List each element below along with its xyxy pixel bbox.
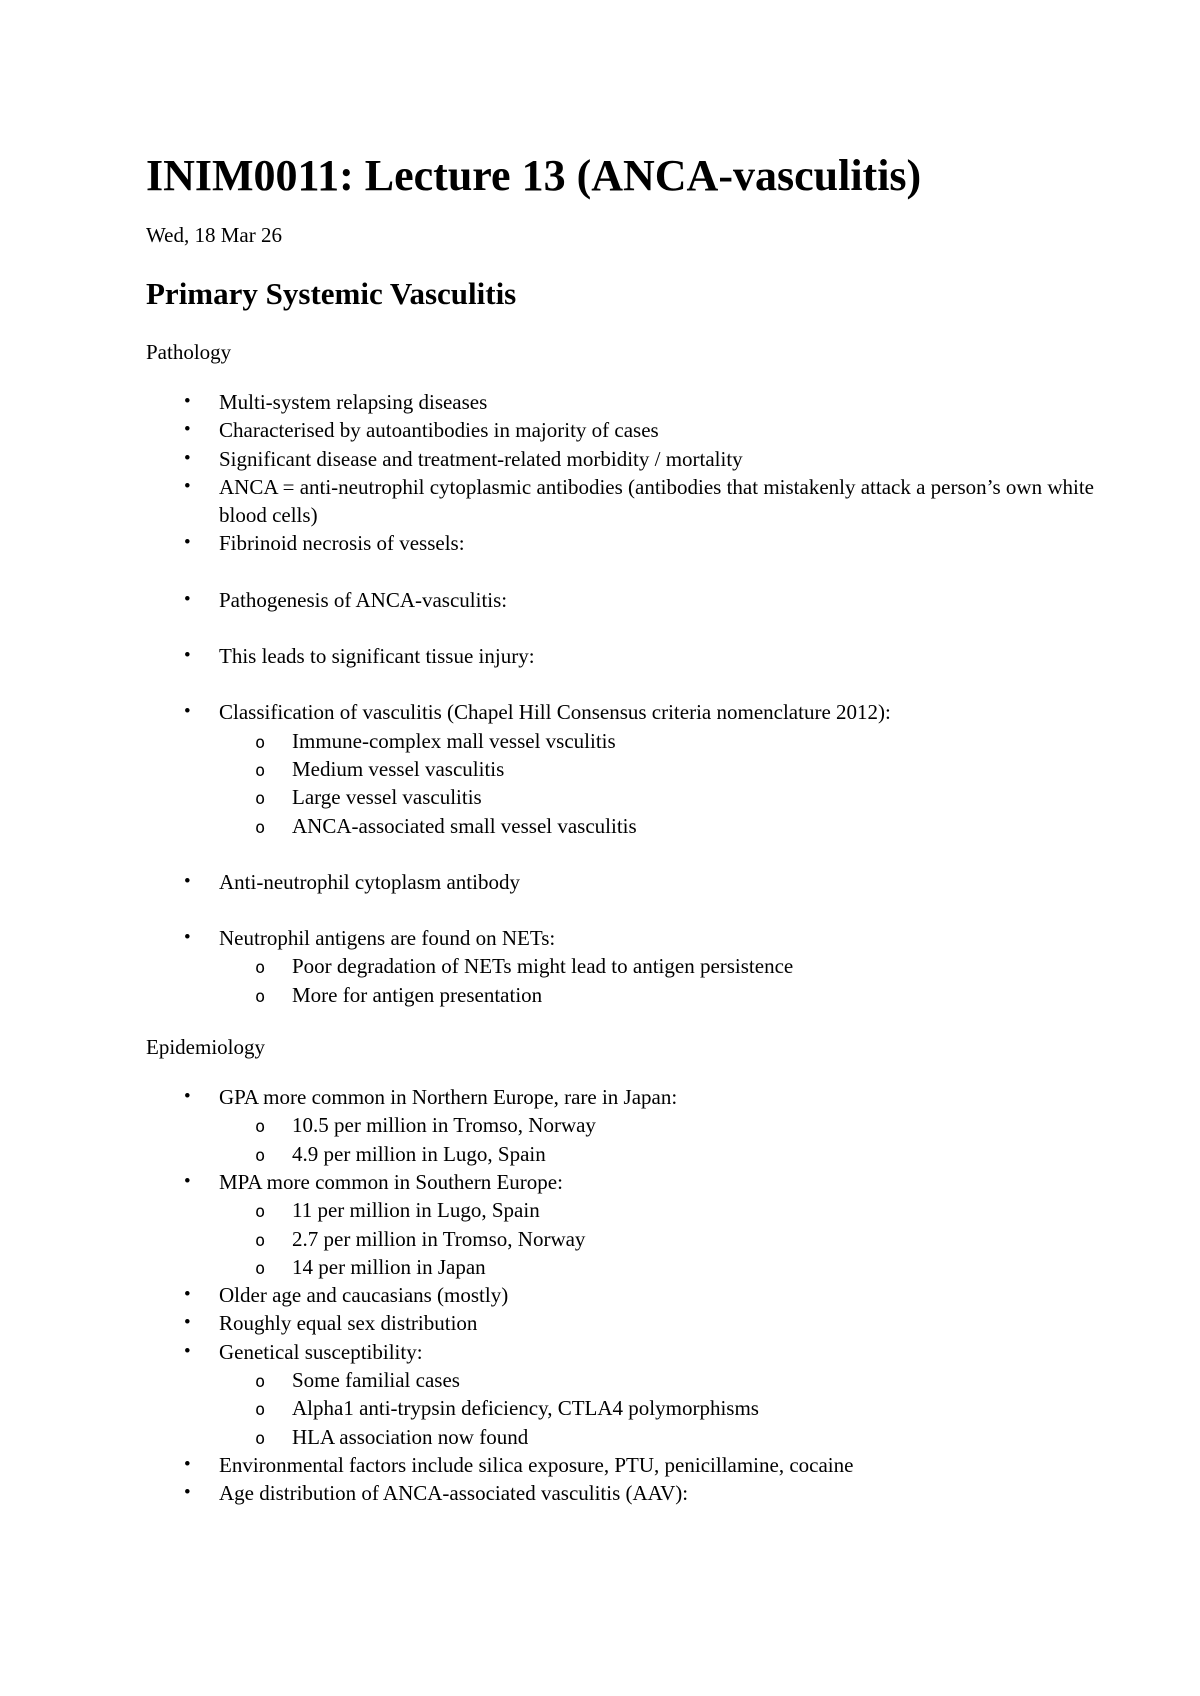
sub-list-item bbox=[219, 952, 1119, 980]
list-item bbox=[146, 642, 1119, 670]
list-item bbox=[146, 1281, 1119, 1309]
bullet-icon: • bbox=[184, 1453, 191, 1475]
list-item-text: Pathogenesis of ANCA-vasculitis: bbox=[219, 587, 508, 612]
bullet-icon: • bbox=[184, 419, 191, 441]
sub-list-item-text: HLA association now found bbox=[292, 1424, 529, 1449]
sub-list-item-text: 11 per million in Lugo, Spain bbox=[292, 1198, 540, 1223]
bullet-icon: • bbox=[184, 475, 191, 497]
sub-list-item-text: 4.9 per million in Lugo, Spain bbox=[292, 1141, 546, 1166]
sub-list-item bbox=[219, 1423, 1119, 1451]
sub-bullet-icon: o bbox=[255, 760, 266, 781]
list-item-text: Genetical susceptibility: bbox=[219, 1339, 423, 1364]
list-item-text: ANCA = anti-neutrophil cytoplasmic antibodies (antibodies that mistakenly attack a person’s own white blood cells) bbox=[219, 474, 1094, 528]
bullet-icon: • bbox=[184, 532, 191, 554]
sub-bullet-icon: o bbox=[255, 1428, 266, 1449]
list-item bbox=[146, 698, 1119, 839]
list-item-text: Older age and caucasians (mostly) bbox=[219, 1283, 509, 1308]
sub-bullet-icon: o bbox=[255, 1145, 266, 1166]
sub-list-item-text: 10.5 per million in Tromso, Norway bbox=[292, 1113, 596, 1138]
sub-list-item bbox=[219, 1140, 1119, 1168]
list-item bbox=[146, 1083, 1119, 1168]
sub-list-item bbox=[219, 1225, 1119, 1253]
sub-list-item-text: 14 per million in Japan bbox=[292, 1254, 486, 1279]
list-item bbox=[146, 1451, 1119, 1479]
list-item bbox=[146, 1338, 1119, 1451]
list-item-text: Multi-system relapsing diseases bbox=[219, 390, 488, 414]
list-item-text: Age distribution of ANCA-associated vasculitis (AAV): bbox=[219, 1481, 689, 1506]
sub-list-item bbox=[219, 727, 1119, 755]
sub-list-item bbox=[219, 1111, 1119, 1139]
bullet-icon: • bbox=[184, 1170, 191, 1192]
list-item-text: Neutrophil antigens are found on NETs: bbox=[219, 926, 556, 951]
bullet-icon: • bbox=[184, 588, 191, 610]
sub-list-item-text: Some familial cases bbox=[292, 1368, 460, 1393]
mpa-sublist bbox=[219, 1196, 1119, 1281]
sub-list-item bbox=[219, 812, 1119, 840]
nets-sublist bbox=[219, 952, 1119, 1009]
bullet-icon: • bbox=[184, 1284, 191, 1306]
bullet-icon: • bbox=[184, 927, 191, 949]
sub-bullet-icon: o bbox=[255, 1258, 266, 1279]
sub-list-item-text: 2.7 per million in Tromso, Norway bbox=[292, 1226, 586, 1251]
sub-list-item-text: Medium vessel vasculitis bbox=[292, 756, 505, 781]
sub-bullet-icon: o bbox=[255, 1372, 266, 1393]
list-item-text: Fibrinoid necrosis of vessels: bbox=[219, 531, 465, 556]
sub-bullet-icon: o bbox=[255, 789, 266, 810]
list-item bbox=[146, 388, 1119, 416]
sub-list-item-text: Alpha1 anti-trypsin deficiency, CTLA4 polymorphisms bbox=[292, 1396, 759, 1421]
genetic-sublist bbox=[219, 1366, 1119, 1451]
bullet-icon: • bbox=[184, 1340, 191, 1362]
list-item-text: MPA more common in Southern Europe: bbox=[219, 1169, 563, 1194]
list-item-text: This leads to significant tissue injury: bbox=[219, 644, 535, 669]
list-item bbox=[146, 586, 1119, 614]
bullet-icon: • bbox=[184, 1482, 191, 1504]
sub-bullet-icon: o bbox=[255, 986, 266, 1007]
classification-sublist bbox=[219, 727, 1119, 840]
list-item-text: Environmental factors include silica exposure, PTU, penicillamine, cocaine bbox=[219, 1452, 854, 1477]
list-item bbox=[146, 868, 1119, 896]
list-item-text: Characterised by autoantibodies in majority of cases bbox=[219, 418, 659, 443]
sub-list-item bbox=[219, 1196, 1119, 1224]
list-item bbox=[146, 1309, 1119, 1337]
sub-list-item-text: ANCA-associated small vessel vasculitis bbox=[292, 813, 637, 838]
bullet-icon: • bbox=[184, 391, 191, 412]
sub-list-item-text: More for antigen presentation bbox=[292, 982, 543, 1007]
list-item bbox=[146, 473, 1119, 530]
sub-list-item bbox=[219, 783, 1119, 811]
list-item bbox=[146, 529, 1119, 557]
sub-list-item-text: Large vessel vasculitis bbox=[292, 785, 482, 810]
sub-list-item bbox=[219, 755, 1119, 783]
bullet-icon: • bbox=[184, 1086, 191, 1108]
pathology-list bbox=[146, 388, 1200, 1009]
list-item bbox=[146, 416, 1119, 444]
list-item bbox=[146, 924, 1119, 1009]
document-date: Wed, 18 Mar 26 bbox=[146, 223, 282, 247]
sub-list-item-text: Poor degradation of NETs might lead to antigen persistence bbox=[292, 954, 794, 979]
list-item-text: GPA more common in Northern Europe, rare in Japan: bbox=[219, 1085, 678, 1110]
epidemiology-label: Epidemiology bbox=[146, 1035, 265, 1060]
list-item bbox=[146, 1168, 1119, 1281]
document-title: INIM0011: Lecture 13 (ANCA-vasculitis) bbox=[146, 151, 922, 200]
bullet-icon: • bbox=[184, 1312, 191, 1334]
list-item-text: Classification of vasculitis (Chapel Hill Consensus criteria nomenclature 2012): bbox=[219, 700, 891, 725]
bullet-icon: • bbox=[184, 701, 191, 723]
bullet-icon: • bbox=[184, 447, 191, 469]
sub-bullet-icon: o bbox=[255, 958, 266, 979]
sub-bullet-icon: o bbox=[255, 1400, 266, 1421]
sub-list-item bbox=[219, 1253, 1119, 1281]
pathology-label: Pathology bbox=[146, 340, 232, 364]
sub-bullet-icon: o bbox=[255, 1230, 266, 1251]
sub-bullet-icon: o bbox=[255, 732, 266, 753]
list-item-text: Roughly equal sex distribution bbox=[219, 1311, 478, 1336]
list-item bbox=[146, 1479, 1119, 1507]
list-item-text: Significant disease and treatment-related morbidity / mortality bbox=[219, 446, 743, 471]
sub-bullet-icon: o bbox=[255, 817, 266, 838]
section-heading: Primary Systemic Vasculitis bbox=[146, 276, 517, 311]
bullet-icon: • bbox=[184, 645, 191, 667]
sub-bullet-icon: o bbox=[255, 1117, 266, 1138]
bullet-icon: • bbox=[184, 870, 191, 892]
sub-list-item bbox=[219, 1366, 1119, 1394]
sub-list-item-text: Immune-complex mall vessel vsculitis bbox=[292, 728, 616, 753]
sub-bullet-icon: o bbox=[255, 1202, 266, 1223]
list-item-text: Anti-neutrophil cytoplasm antibody bbox=[219, 869, 520, 894]
epidemiology-list bbox=[146, 1083, 1200, 1507]
list-item bbox=[146, 445, 1119, 473]
gpa-sublist bbox=[219, 1111, 1119, 1168]
sub-list-item bbox=[219, 981, 1119, 1009]
sub-list-item bbox=[219, 1394, 1119, 1422]
